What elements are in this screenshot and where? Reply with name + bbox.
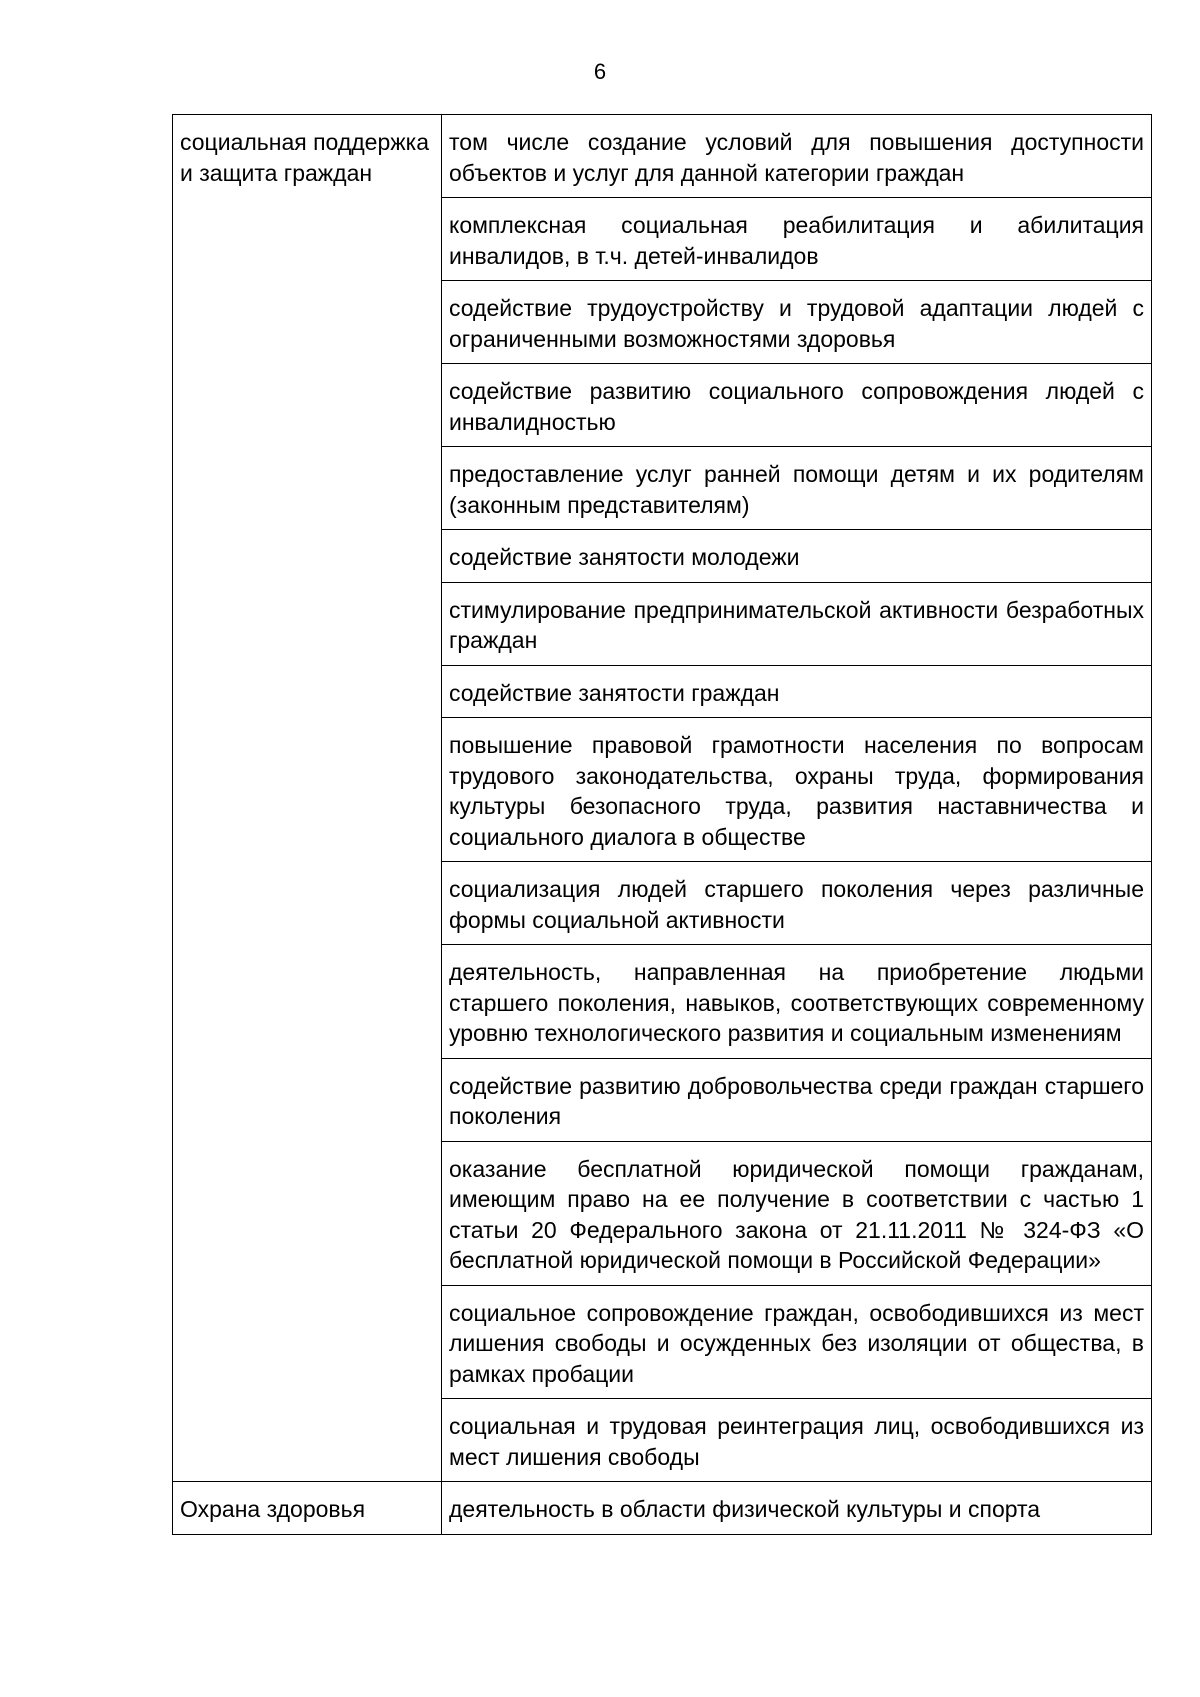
activity-cell: оказание бесплатной юридической помощи гражданам, имеющим право на ее получение в соответствии с частью 1 статьи 20 Федерального закона от 21.11.2011 № 324-ФЗ «О бесплатной юридической помощи в Российской Федерации» — [442, 1141, 1152, 1285]
category-cell: социальная поддержка и защита граждан — [173, 115, 442, 1482]
activity-cell: социализация людей старшего поколения через различные формы социальной активности — [442, 862, 1152, 945]
activities-table — [172, 114, 1152, 1535]
activity-cell: комплексная социальная реабилитация и абилитация инвалидов, в т.ч. детей-инвалидов — [442, 198, 1152, 281]
activity-cell: содействие развитию социального сопровождения людей с инвалидностью — [442, 364, 1152, 447]
activity-cell: содействие занятости граждан — [442, 665, 1152, 718]
activity-cell: содействие занятости молодежи — [442, 530, 1152, 583]
activity-cell: повышение правовой грамотности населения по вопросам трудового законодательства, охраны труда, формирования культуры безопасного труда, развития наставничества и социального диалога в обществе — [442, 718, 1152, 862]
table-row — [173, 1482, 1152, 1535]
page-number: 6 — [593, 59, 607, 84]
activity-cell: том числе создание условий для повышения доступности объектов и услуг для данной категории граждан — [442, 115, 1152, 198]
activity-cell: содействие трудоустройству и трудовой адаптации людей с ограниченными возможностями здоровья — [442, 281, 1152, 364]
activity-cell: деятельность, направленная на приобретение людьми старшего поколения, навыков, соответствующих современному уровню технологического развития и социальным изменениям — [442, 945, 1152, 1059]
activity-cell: деятельность в области физической культуры и спорта — [442, 1482, 1152, 1535]
table-row — [173, 115, 1152, 198]
activity-cell: стимулирование предпринимательской активности безработных граждан — [442, 582, 1152, 665]
activity-cell: предоставление услуг ранней помощи детям и их родителям (законным представителям) — [442, 447, 1152, 530]
activity-cell: социальная и трудовая реинтеграция лиц, освободившихся из мест лишения свободы — [442, 1399, 1152, 1482]
activity-cell: социальное сопровождение граждан, освободившихся из мест лишения свободы и осужденных без изоляции от общества, в рамках пробации — [442, 1285, 1152, 1399]
category-cell: Охрана здоровья — [173, 1482, 442, 1535]
activity-cell: содействие развитию добровольчества среди граждан старшего поколения — [442, 1058, 1152, 1141]
